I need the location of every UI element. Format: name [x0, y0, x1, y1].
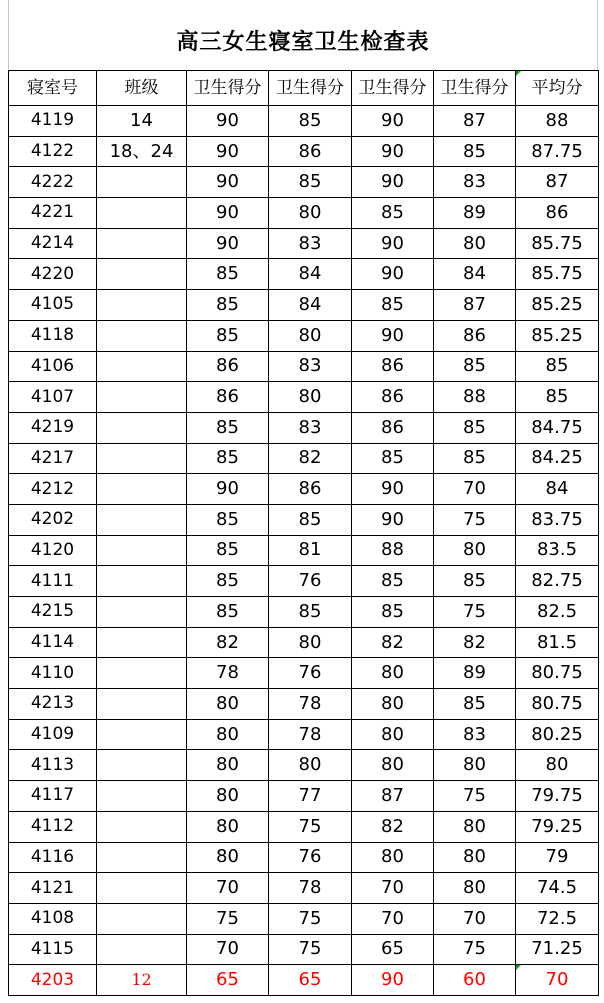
score-1-cell: 85 [187, 290, 269, 321]
score-4-cell: 83 [434, 167, 516, 198]
score-4-cell: 89 [434, 198, 516, 229]
score-2-cell: 80 [269, 750, 352, 781]
score-3-cell: 90 [352, 106, 434, 137]
score-1-cell: 85 [187, 259, 269, 290]
average-cell: 82.5 [516, 597, 599, 628]
score-2-cell: 86 [269, 136, 352, 167]
score-3-cell: 90 [352, 320, 434, 351]
class-cell [97, 259, 187, 290]
title-area [8, 0, 598, 70]
class-cell: 12 [97, 965, 187, 996]
score-1-cell: 90 [187, 136, 269, 167]
room-cell: 4221 [9, 198, 97, 229]
class-cell: 18、24 [97, 136, 187, 167]
score-2-cell: 85 [269, 597, 352, 628]
table-row [9, 443, 599, 474]
table-row [9, 597, 599, 628]
table-row [9, 535, 599, 566]
score-3-cell: 90 [352, 228, 434, 259]
score-3-cell: 82 [352, 811, 434, 842]
score-4-cell: 85 [434, 412, 516, 443]
score-3-cell: 70 [352, 903, 434, 934]
average-cell: 84 [516, 474, 599, 505]
table-row [9, 198, 599, 229]
score-1-cell: 80 [187, 811, 269, 842]
class-cell [97, 627, 187, 658]
header-row [9, 71, 599, 106]
table-row [9, 903, 599, 934]
score-1-cell: 80 [187, 781, 269, 812]
score-2-cell: 76 [269, 658, 352, 689]
score-4-cell: 60 [434, 965, 516, 996]
table-row [9, 811, 599, 842]
room-cell: 4111 [9, 566, 97, 597]
room-cell: 4115 [9, 934, 97, 965]
room-cell: 4116 [9, 842, 97, 873]
table-body [9, 106, 599, 996]
header-score-1: 卫生得分 [187, 71, 269, 106]
room-cell: 4202 [9, 504, 97, 535]
score-3-cell: 80 [352, 719, 434, 750]
score-4-cell: 87 [434, 290, 516, 321]
score-3-cell: 85 [352, 597, 434, 628]
class-cell [97, 781, 187, 812]
table-row [9, 259, 599, 290]
class-cell [97, 719, 187, 750]
score-2-cell: 85 [269, 167, 352, 198]
average-cell: 72.5 [516, 903, 599, 934]
average-cell: 87.75 [516, 136, 599, 167]
average-cell: 85.75 [516, 259, 599, 290]
score-2-cell: 83 [269, 351, 352, 382]
room-cell: 4219 [9, 412, 97, 443]
score-3-cell: 85 [352, 443, 434, 474]
score-2-cell: 65 [269, 965, 352, 996]
score-1-cell: 78 [187, 658, 269, 689]
score-2-cell: 76 [269, 566, 352, 597]
class-cell [97, 474, 187, 505]
header-score-3: 卫生得分 [352, 71, 434, 106]
class-cell [97, 811, 187, 842]
score-1-cell: 85 [187, 597, 269, 628]
class-cell [97, 320, 187, 351]
table-row [9, 934, 599, 965]
average-cell: 84.75 [516, 412, 599, 443]
score-1-cell: 80 [187, 750, 269, 781]
score-2-cell: 81 [269, 535, 352, 566]
score-1-cell: 90 [187, 228, 269, 259]
average-cell: 79 [516, 842, 599, 873]
score-4-cell: 70 [434, 903, 516, 934]
score-4-cell: 88 [434, 382, 516, 413]
room-cell: 4119 [9, 106, 97, 137]
score-4-cell: 87 [434, 106, 516, 137]
room-cell: 4120 [9, 535, 97, 566]
room-cell: 4117 [9, 781, 97, 812]
room-cell: 4212 [9, 474, 97, 505]
score-1-cell: 75 [187, 903, 269, 934]
score-1-cell: 85 [187, 320, 269, 351]
average-cell: 82.75 [516, 566, 599, 597]
score-4-cell: 85 [434, 566, 516, 597]
room-cell: 4203 [9, 965, 97, 996]
page-title: 高三女生寝室卫生检查表 [176, 28, 430, 55]
score-4-cell: 85 [434, 136, 516, 167]
average-cell: 70 [516, 965, 599, 996]
score-3-cell: 90 [352, 259, 434, 290]
score-3-cell: 86 [352, 382, 434, 413]
score-2-cell: 75 [269, 934, 352, 965]
room-cell: 4108 [9, 903, 97, 934]
score-4-cell: 89 [434, 658, 516, 689]
header-class: 班级 [97, 71, 187, 106]
average-cell: 87 [516, 167, 599, 198]
average-cell: 79.25 [516, 811, 599, 842]
score-3-cell: 85 [352, 566, 434, 597]
score-4-cell: 80 [434, 535, 516, 566]
score-1-cell: 90 [187, 106, 269, 137]
score-4-cell: 80 [434, 873, 516, 904]
score-3-cell: 90 [352, 167, 434, 198]
score-1-cell: 85 [187, 504, 269, 535]
table-row [9, 320, 599, 351]
room-cell: 4113 [9, 750, 97, 781]
score-1-cell: 86 [187, 351, 269, 382]
score-4-cell: 85 [434, 689, 516, 720]
class-cell [97, 290, 187, 321]
class-cell [97, 382, 187, 413]
room-cell: 4121 [9, 873, 97, 904]
room-cell: 4222 [9, 167, 97, 198]
score-4-cell: 80 [434, 842, 516, 873]
table-row [9, 228, 599, 259]
score-4-cell: 86 [434, 320, 516, 351]
table-row [9, 658, 599, 689]
room-cell: 4105 [9, 290, 97, 321]
table-row [9, 382, 599, 413]
room-cell: 4118 [9, 320, 97, 351]
class-cell [97, 566, 187, 597]
average-cell: 85.25 [516, 320, 599, 351]
average-cell: 74.5 [516, 873, 599, 904]
room-cell: 4112 [9, 811, 97, 842]
average-cell: 80.75 [516, 658, 599, 689]
class-cell [97, 198, 187, 229]
score-3-cell: 87 [352, 781, 434, 812]
average-cell: 71.25 [516, 934, 599, 965]
score-1-cell: 85 [187, 443, 269, 474]
table-row [9, 290, 599, 321]
class-cell [97, 443, 187, 474]
score-1-cell: 82 [187, 627, 269, 658]
room-cell: 4217 [9, 443, 97, 474]
table-row [9, 412, 599, 443]
score-2-cell: 85 [269, 504, 352, 535]
room-cell: 4107 [9, 382, 97, 413]
score-3-cell: 88 [352, 535, 434, 566]
score-3-cell: 80 [352, 750, 434, 781]
score-3-cell: 65 [352, 934, 434, 965]
average-cell: 83.5 [516, 535, 599, 566]
header-average: 平均分 [516, 71, 599, 106]
score-2-cell: 80 [269, 198, 352, 229]
average-cell: 79.75 [516, 781, 599, 812]
score-1-cell: 85 [187, 566, 269, 597]
class-cell [97, 689, 187, 720]
table-row [9, 566, 599, 597]
score-3-cell: 80 [352, 658, 434, 689]
score-3-cell: 90 [352, 504, 434, 535]
score-2-cell: 75 [269, 811, 352, 842]
table-row [9, 136, 599, 167]
class-cell [97, 167, 187, 198]
score-1-cell: 80 [187, 689, 269, 720]
class-cell [97, 750, 187, 781]
score-4-cell: 80 [434, 750, 516, 781]
room-cell: 4114 [9, 627, 97, 658]
header-room: 寝室号 [9, 71, 97, 106]
table-row [9, 627, 599, 658]
class-cell [97, 535, 187, 566]
class-cell [97, 934, 187, 965]
score-1-cell: 86 [187, 382, 269, 413]
score-4-cell: 75 [434, 597, 516, 628]
score-2-cell: 85 [269, 106, 352, 137]
score-1-cell: 70 [187, 873, 269, 904]
room-cell: 4213 [9, 689, 97, 720]
score-4-cell: 70 [434, 474, 516, 505]
average-cell: 85 [516, 382, 599, 413]
class-cell [97, 842, 187, 873]
room-cell: 4214 [9, 228, 97, 259]
score-2-cell: 75 [269, 903, 352, 934]
score-2-cell: 80 [269, 627, 352, 658]
score-3-cell: 90 [352, 474, 434, 505]
table-row [9, 504, 599, 535]
score-3-cell: 82 [352, 627, 434, 658]
score-3-cell: 86 [352, 412, 434, 443]
score-2-cell: 82 [269, 443, 352, 474]
score-4-cell: 75 [434, 781, 516, 812]
class-cell [97, 412, 187, 443]
score-1-cell: 65 [187, 965, 269, 996]
score-2-cell: 80 [269, 320, 352, 351]
header-score-2: 卫生得分 [269, 71, 352, 106]
score-4-cell: 85 [434, 443, 516, 474]
cell-comment-marker-icon [516, 965, 521, 970]
score-4-cell: 85 [434, 351, 516, 382]
score-3-cell: 80 [352, 842, 434, 873]
score-1-cell: 80 [187, 719, 269, 750]
table-row [9, 106, 599, 137]
score-3-cell: 90 [352, 136, 434, 167]
room-cell: 4106 [9, 351, 97, 382]
score-1-cell: 85 [187, 535, 269, 566]
table-row [9, 351, 599, 382]
room-cell: 4215 [9, 597, 97, 628]
cell-comment-marker-icon [516, 71, 521, 76]
table-row [9, 965, 599, 996]
average-cell: 86 [516, 198, 599, 229]
table-row [9, 719, 599, 750]
score-4-cell: 83 [434, 719, 516, 750]
hygiene-score-table [8, 70, 599, 996]
average-cell: 85.75 [516, 228, 599, 259]
score-1-cell: 80 [187, 842, 269, 873]
class-cell [97, 873, 187, 904]
class-cell [97, 903, 187, 934]
average-cell: 81.5 [516, 627, 599, 658]
score-1-cell: 70 [187, 934, 269, 965]
average-cell: 80.75 [516, 689, 599, 720]
score-4-cell: 80 [434, 811, 516, 842]
table-row [9, 750, 599, 781]
class-cell [97, 504, 187, 535]
room-cell: 4122 [9, 136, 97, 167]
score-2-cell: 84 [269, 259, 352, 290]
score-2-cell: 83 [269, 412, 352, 443]
score-4-cell: 80 [434, 228, 516, 259]
score-2-cell: 86 [269, 474, 352, 505]
score-3-cell: 90 [352, 965, 434, 996]
score-2-cell: 84 [269, 290, 352, 321]
score-2-cell: 77 [269, 781, 352, 812]
average-cell: 84.25 [516, 443, 599, 474]
table-row [9, 781, 599, 812]
score-2-cell: 83 [269, 228, 352, 259]
table-row [9, 689, 599, 720]
score-3-cell: 86 [352, 351, 434, 382]
average-cell: 88 [516, 106, 599, 137]
class-cell [97, 351, 187, 382]
average-cell: 80.25 [516, 719, 599, 750]
score-3-cell: 70 [352, 873, 434, 904]
score-4-cell: 75 [434, 934, 516, 965]
score-1-cell: 90 [187, 167, 269, 198]
header-score-4: 卫生得分 [434, 71, 516, 106]
score-2-cell: 76 [269, 842, 352, 873]
room-cell: 4109 [9, 719, 97, 750]
score-4-cell: 84 [434, 259, 516, 290]
average-cell: 85 [516, 351, 599, 382]
score-3-cell: 85 [352, 290, 434, 321]
average-cell: 83.75 [516, 504, 599, 535]
average-cell: 85.25 [516, 290, 599, 321]
class-cell [97, 658, 187, 689]
score-3-cell: 85 [352, 198, 434, 229]
score-2-cell: 78 [269, 719, 352, 750]
score-2-cell: 78 [269, 873, 352, 904]
room-cell: 4110 [9, 658, 97, 689]
room-cell: 4220 [9, 259, 97, 290]
score-4-cell: 75 [434, 504, 516, 535]
table-row [9, 842, 599, 873]
average-cell: 80 [516, 750, 599, 781]
table-row [9, 474, 599, 505]
table-row [9, 873, 599, 904]
class-cell [97, 228, 187, 259]
score-4-cell: 82 [434, 627, 516, 658]
table-row [9, 167, 599, 198]
score-1-cell: 90 [187, 474, 269, 505]
score-1-cell: 90 [187, 198, 269, 229]
score-2-cell: 78 [269, 689, 352, 720]
score-1-cell: 85 [187, 412, 269, 443]
class-cell [97, 597, 187, 628]
score-2-cell: 80 [269, 382, 352, 413]
class-cell: 14 [97, 106, 187, 137]
score-3-cell: 80 [352, 689, 434, 720]
